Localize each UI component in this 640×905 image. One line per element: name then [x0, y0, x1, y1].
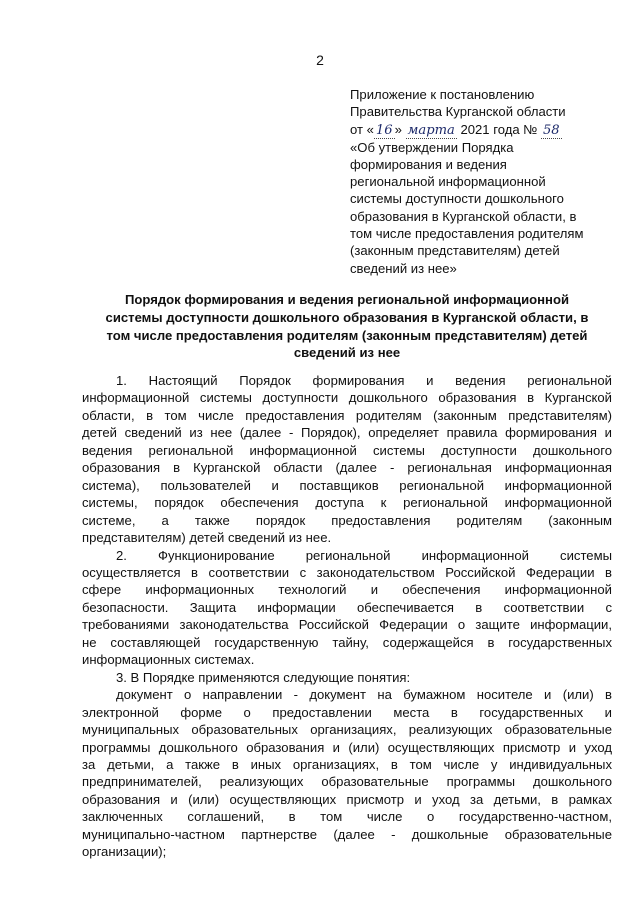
date-year: 2021 года № — [460, 121, 538, 137]
appendix-date-line — [350, 121, 620, 139]
appendix-line: Правительства Курганской области — [350, 104, 566, 120]
body-text-line: требованиями законодательства Российской Федерации о защите информации, — [82, 617, 612, 633]
title-line: сведений из нее — [293, 345, 401, 361]
body-text-line: система), пользователей и поставщиков региональной информационной — [82, 477, 612, 493]
title-line: том числе предоставления родителям (законным представителям) детей — [106, 327, 588, 343]
body-text-line: предпринимателей, реализующих образовательные программы дошкольного — [82, 774, 612, 790]
handwritten-number: 58 — [542, 122, 560, 138]
body-text-line: представителям) детей сведений из нее. — [82, 530, 332, 546]
body-text-line: информационных системах. — [82, 652, 255, 668]
body-text-line: 3. В Порядке применяются следующие понятия: — [116, 669, 411, 685]
handwritten-month: марта — [407, 122, 455, 138]
body-text-line: безопасности. Защита информации обеспечивается в соответствии с — [82, 599, 612, 615]
document-body — [82, 372, 612, 861]
body-text-line: документ о направлении - документ на бумажном носителе и (или) в — [116, 687, 612, 703]
body-text-line: организации); — [82, 844, 167, 860]
appendix-quote-line: региональной информационной — [350, 174, 546, 190]
appendix-quote-line: «Об утверждении Порядка — [350, 139, 514, 155]
body-text-line: области, в том числе предоставления родителям (законным представителям) — [82, 407, 612, 423]
appendix-line: Приложение к постановлению — [350, 87, 535, 102]
body-text-line: образования в Курганской области (далее - региональная информационная — [82, 460, 612, 476]
body-text-line: не составляющей государственную тайну, содержащейся в государственных — [82, 634, 612, 650]
date-mid: » — [394, 121, 402, 137]
appendix-quote-line: сведений из нее» — [350, 260, 457, 276]
body-text-line: электронной форме о предоставлении места в государственных и — [82, 704, 612, 720]
appendix-quote-line: (законным представителям) детей — [350, 243, 560, 259]
body-text-line: системе, а также порядок предоставления родителям (законным — [82, 512, 612, 528]
body-text-line: заключенных соглашений, в том числе о государственно-частном, — [82, 809, 612, 825]
appendix-block — [350, 86, 620, 277]
body-text-line: ведения региональной информационной системы доступности дошкольного — [82, 442, 612, 458]
appendix-quote-line: системы доступности дошкольного — [350, 191, 564, 207]
appendix-quote — [350, 139, 620, 277]
body-text-line: образования и (или) осуществляющих присмотр и уход за детьми, в рамках — [82, 791, 612, 807]
appendix-quote-line: образования в Курганской области, в — [350, 208, 577, 224]
appendix-quote-line: том числе предоставления родителям — [350, 226, 584, 242]
body-text-line: детей сведений из нее (далее - Порядок), определяет правила формирования и — [82, 425, 612, 441]
title-line: Порядок формирования и ведения региональной информационной — [124, 292, 570, 307]
title-line: системы доступности дошкольного образования в Курганской области, в — [105, 309, 589, 325]
body-text-line: муниципальных образовательных организациях, реализующих образовательные — [82, 722, 612, 738]
document-title — [82, 291, 612, 362]
body-text-line: 1. Настоящий Порядок формирования и ведения региональной — [116, 373, 612, 388]
date-prefix: от « — [350, 121, 374, 137]
body-text-line: 2. Функционирование региональной информационной системы — [116, 547, 612, 563]
handwritten-day: 16 — [375, 122, 393, 138]
body-text-line: системы, порядок обеспечения доступа к региональной информационной — [82, 495, 612, 511]
body-text-line: муниципально-частном партнерстве (далее - дошкольные образовательные — [82, 826, 612, 842]
page-number: 2 — [316, 52, 324, 68]
body-text-line: осуществляется в соответствии с законодательством Российской Федерации в — [82, 564, 612, 580]
body-text-line: за детьми, а также в иных организациях, в том числе у индивидуальных — [82, 756, 612, 772]
appendix-quote-line: формирования и ведения — [350, 156, 507, 172]
body-text-line: сфере информационных технологий и обеспечения информационной — [82, 582, 612, 598]
body-text-line: программы дошкольного образования и (или) осуществляющих присмотр и уход — [82, 739, 612, 755]
body-text-line: информационной системы доступности дошкольного образования в Курганской — [82, 390, 612, 406]
